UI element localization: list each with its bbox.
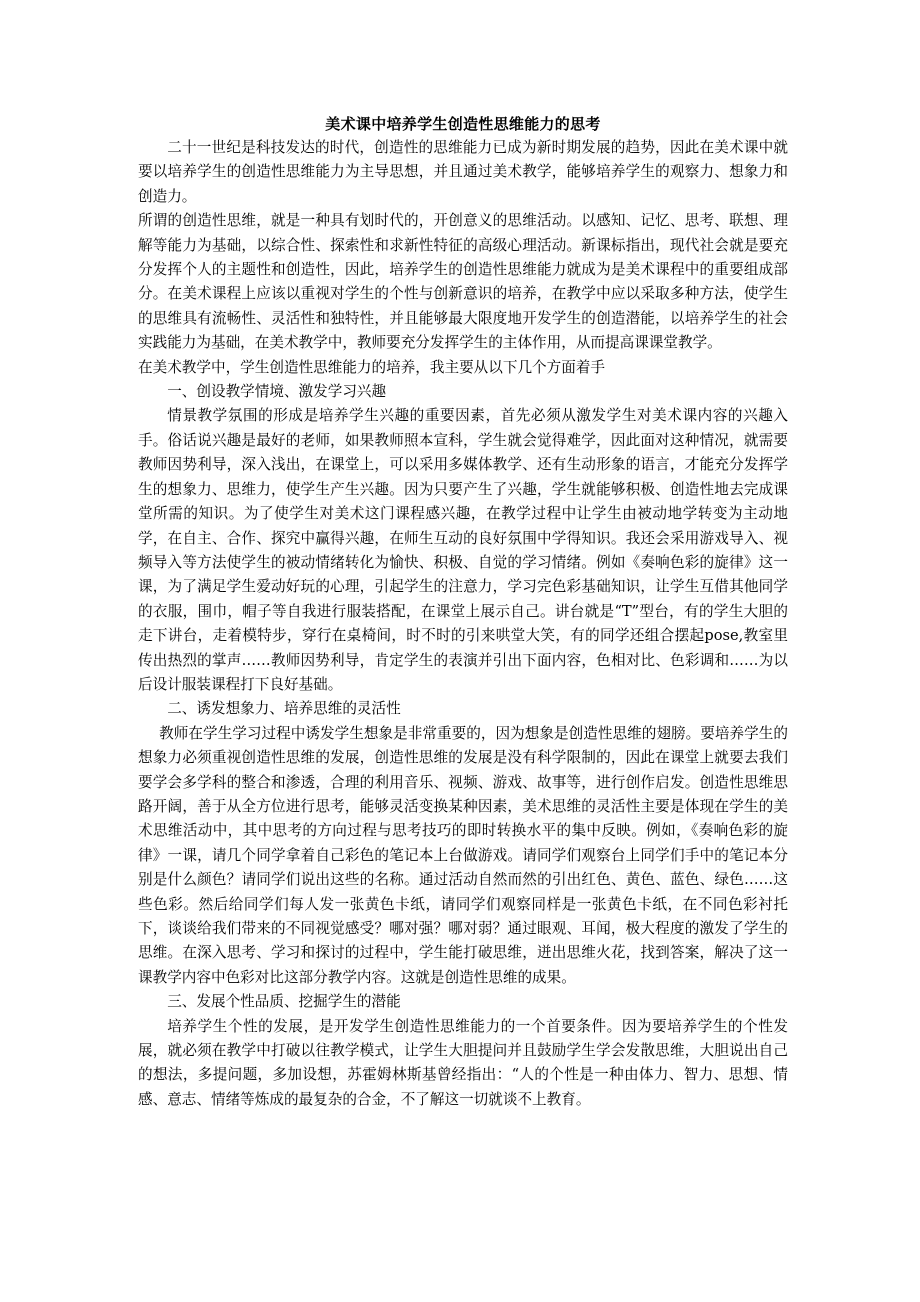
section-heading-1: 一、创设教学情境、激发学习兴趣 xyxy=(167,383,387,401)
paragraph-intro: 二十一世纪是科技发达的时代，创造性的思维能力已成为新时期发展的趋势，因此在美术课中就要以培养学生的创造性思维能力为主导思想，并且通过美术教学，能够培养学生的观察力、想象力和创造力。 xyxy=(138,139,788,205)
paragraph-section-2: 教师在学生学习过程中诱发学生想象是非常重要的，因为想象是创造性思维的翅膀。要培养学生的想象力必须重视创造性思维的发展，创造性思维的发展是没有科学限制的，因此在课堂上就要去我们要学会多学科的整合和渗透，合理的利用音乐、视频、游戏、故事等，进行创作启发。创造性思维思路开阔，善于从全方位进行思考，能够灵活变换某种因素，美术思维的灵活性主要是体现在学生的美术思维活动中，其中思考的方向过程与思考技巧的即时转换水平的集中反映。例如，《奏响色彩的旋律》一课，请几个同学拿着自己彩色的笔记本上台做游戏。请同学们观察台上同学们手中的笔记本分别是什么颜色？请同学们说出这些的名称。通过活动自然而然的引出红色、黄色、蓝色、绿色……这些色彩。然后给同学们每人发一张黄色卡纸，请同学们观察同样是一张黄色卡纸，在不同色彩衬托下，谈谈给我们带来的不同视觉感受？哪对强？哪对弱？通过眼观、耳闻，极大程度的激发了学生的思维。在深入思考、学习和探讨的过程中，学生能打破思维，迸出思维火花，找到答案，解决了这一课教学内容中色彩对比这部分教学内容。这就是创造性思维的成果。 xyxy=(138,724,788,986)
paragraph-approach: 在美术教学中，学生创造性思维能力的培养，我主要从以下几个方面着手 xyxy=(138,358,606,376)
section-heading-2: 二、诱发想象力、培养思维的灵活性 xyxy=(167,700,401,718)
document-title: 美术课中培养学生创造性思维能力的思考 xyxy=(325,115,601,133)
paragraph-section-1: 情景教学氛围的形成是培养学生兴趣的重要因素，首先必须从激发学生对美术课内容的兴趣入手。俗话说兴趣是最好的老师，如果教师照本宣科，学生就会觉得难学，因此面对这种情况，就需要教师因势利导，深入浅出，在课堂上，可以采用多媒体教学、还有生动形象的语言，才能充分发挥学生的想象力、思维力，使学生产生兴趣。因为只要产生了兴趣，学生就能够积极、创造性地去完成课堂所需的知识。为了使学生对美术这门课程感兴趣，在教学过程中让学生由被动地学转变为主动地学，在自主、合作、探究中赢得兴趣，在师生互动的良好氛围中学得知识。我还会采用游戏导入、视频导入等方法使学生的被动情绪转化为愉快、积极、自觉的学习情绪。例如《奏响色彩的旋律》这一课，为了满足学生爱动好玩的心理，引起学生的注意力，学习完色彩基础知识，让学生互借其他同学的衣服，围巾，帽子等自我进行服装搭配，在课堂上展示自己。讲台就是“T”型台，有的学生大胆的走下讲台，走着模特步，穿行在桌椅间，时不时的引来哄堂大笑，有的同学还组合摆起pose,教室里传出热烈的掌声……教师因势利导，肯定学生的表演并引出下面内容，色相对比、色彩调和……为以后设计服装课程打下良好基础。 xyxy=(138,407,788,693)
paragraph-definition: 所谓的创造性思维，就是一种具有划时代的，开创意义的思维活动。以感知、记忆、思考、联想、理解等能力为基础，以综合性、探索性和求新性特征的高级心理活动。新课标指出，现代社会就是要充分发挥个人的主题性和创造性，因此，培养学生的创造性思维能力就成为是美术课程中的重要组成部分。在美术课程上应该以重视对学生的个性与创新意识的培养，在教学中应以采取多种方法，使学生的思维具有流畅性、灵活性和独特性，并且能够最大限度地开发学生的创造潜能，以培养学生的社会实践能力为基础，在美术教学中，教师要充分发挥学生的主体作用，从而提高课课堂教学。 xyxy=(138,212,788,352)
paragraph-section-3: 培养学生个性的发展，是开发学生创造性思维能力的一个首要条件。因为要培养学生的个性发展，就必须在教学中打破以往教学模式，让学生大胆提问并且鼓励学生学会发散思维，大胆说出自己的想法，多提问题，多加设想，苏霍姆林斯基曾经指出：“人的个性是一种由体力、智力、思想、情感、意志、情绪等炼成的最复杂的合金，不了解这一切就谈不上教育。 xyxy=(138,1017,788,1108)
section-heading-3: 三、发展个性品质、挖掘学生的潜能 xyxy=(167,993,401,1011)
document-page xyxy=(138,112,788,1112)
